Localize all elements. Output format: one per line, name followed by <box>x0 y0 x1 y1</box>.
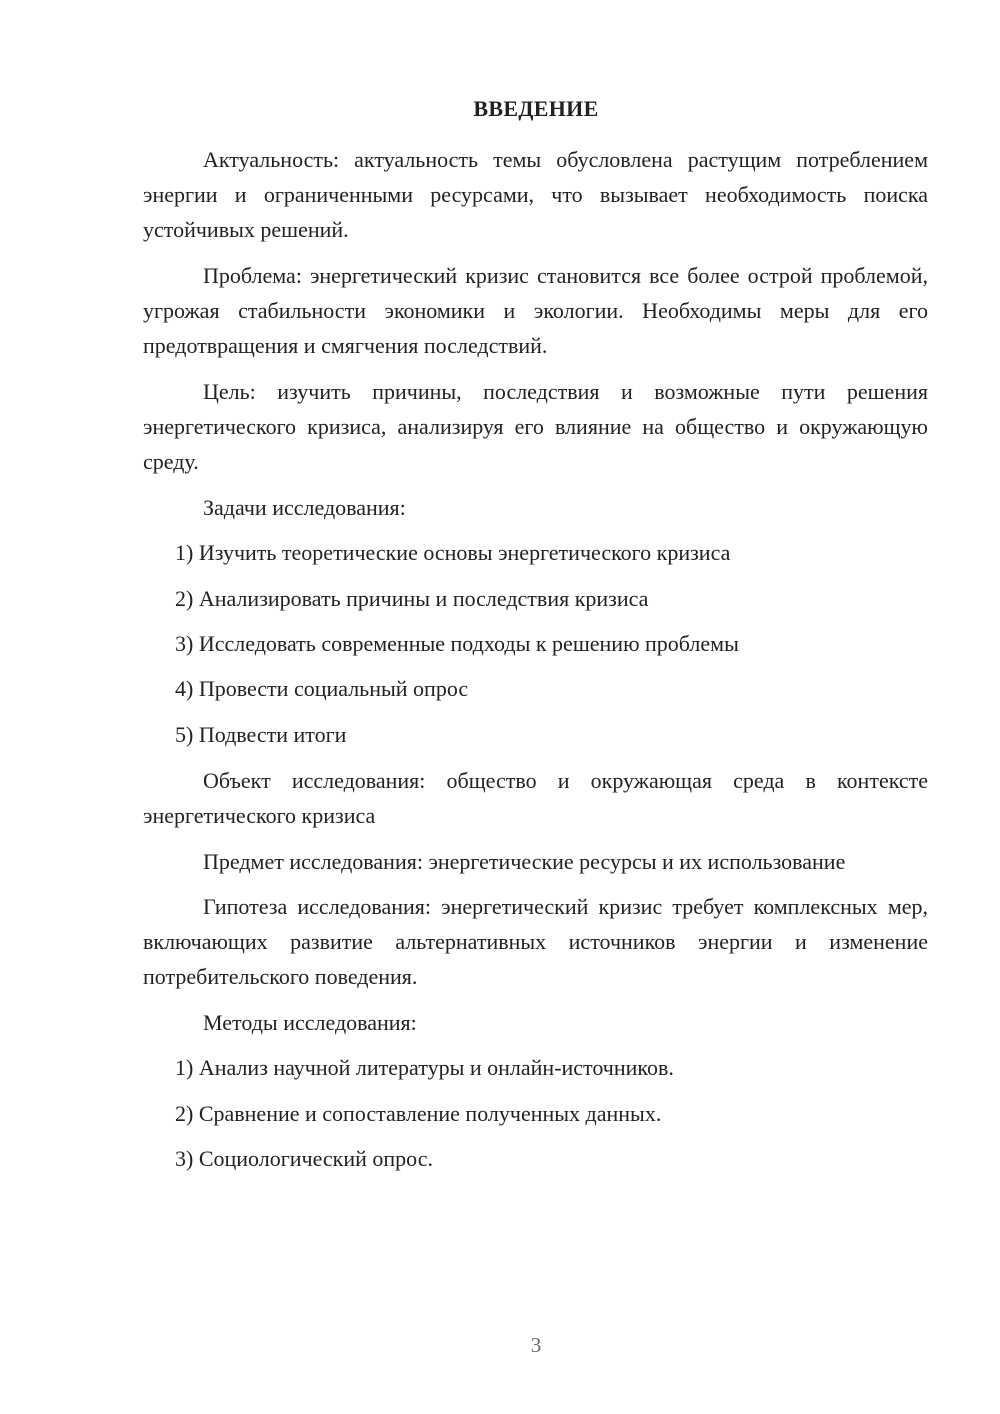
method-item: 1) Анализ научной литературы и онлайн-источников. <box>175 1055 674 1080</box>
task-item: 3) Исследовать современные подходы к решению проблемы <box>175 631 739 656</box>
paragraph-goal: Цель: изучить причины, последствия и возможные пути решения энергетического кризиса, анализируя его влияние на общество и окружающую среду. <box>143 379 928 474</box>
tasks-heading: Задачи исследования: <box>203 495 406 520</box>
methods-heading: Методы исследования: <box>203 1010 417 1035</box>
page-number: 3 <box>530 1333 542 1357</box>
page-title: ВВЕДЕНИЕ <box>473 96 599 121</box>
task-item: 4) Провести социальный опрос <box>175 676 469 701</box>
paragraph-object: Объект исследования: общество и окружающая среда в контексте энергетического кризиса <box>143 768 928 828</box>
paragraph-hypothesis: Гипотеза исследования: энергетический кризис требует комплексных мер, включающих развитие альтернативных источников энергии и изменение потребительского поведения. <box>143 894 928 989</box>
method-item: 2) Сравнение и сопоставление полученных данных. <box>175 1101 662 1126</box>
task-item: 5) Подвести итоги <box>175 722 347 747</box>
method-item: 3) Социологический опрос. <box>175 1146 433 1171</box>
task-item: 2) Анализировать причины и последствия кризиса <box>175 586 649 611</box>
task-item: 1) Изучить теоретические основы энергетического кризиса <box>175 540 731 565</box>
paragraph-problem: Проблема: энергетический кризис становится все более острой проблемой, угрожая стабильности экономики и экологии. Необходимы меры для его предотвращения и смягчения последствий. <box>143 263 928 358</box>
paragraph-subject: Предмет исследования: энергетические ресурсы и их использование <box>203 849 846 874</box>
paragraph-relevance: Актуальность: актуальность темы обусловлена растущим потреблением энергии и ограниченными ресурсами, что вызывает необходимость поиска устойчивых решений. <box>143 147 928 242</box>
